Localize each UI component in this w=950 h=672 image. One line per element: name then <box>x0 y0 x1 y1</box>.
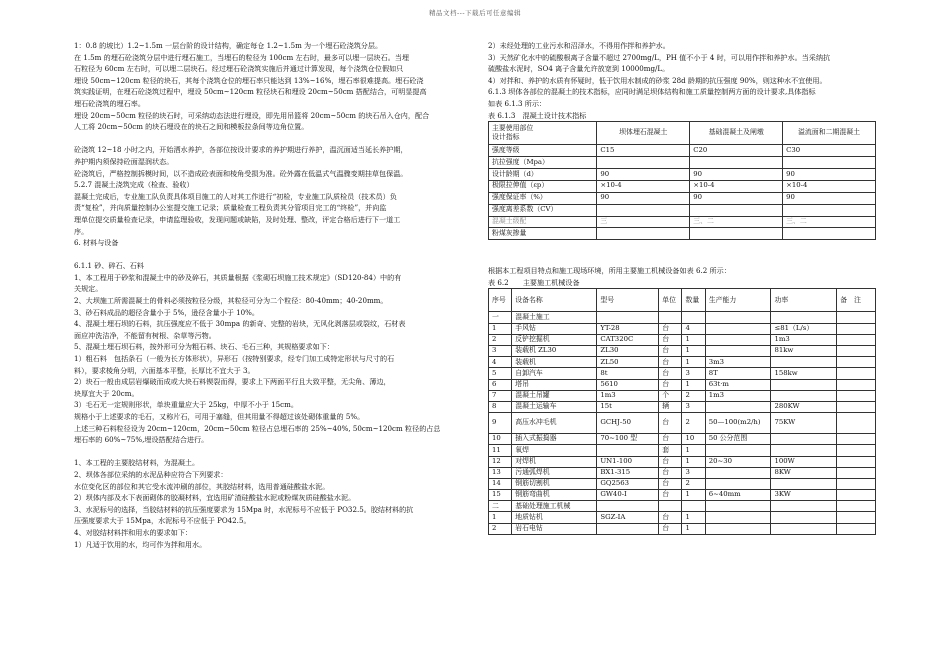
table2-cell <box>705 523 771 534</box>
table2-cell: 台 <box>659 357 682 368</box>
table1-cell: ×10-4 <box>690 180 783 192</box>
table2-cell: 台 <box>659 323 682 334</box>
table1-cell: 强度保证率（%） <box>489 192 597 204</box>
table2-cell <box>837 512 876 523</box>
table1-cell: C20 <box>690 145 783 157</box>
table2-cell <box>705 312 771 323</box>
table1-cell <box>783 204 876 216</box>
table2-row <box>489 467 876 478</box>
table2-cell: 1 <box>682 445 705 456</box>
left-line: 埋石砼浇筑的埋石率。 <box>74 98 145 108</box>
table1-header-cell: 坝体埋石混凝土 <box>597 122 690 145</box>
table2-cell: 1 <box>682 512 705 523</box>
table2-cell: 钢筋弯曲机 <box>512 490 597 501</box>
table2-row <box>489 413 876 434</box>
table2-cell: 岩石电钻 <box>512 523 597 534</box>
table2-cell <box>837 357 876 368</box>
table2-cell: 基础处理施工机械 <box>512 501 597 512</box>
table2-cell: 1 <box>682 346 705 357</box>
table2-cell <box>837 434 876 445</box>
table2-row <box>489 478 876 489</box>
table2-cell: 个 <box>659 390 682 401</box>
table2-cell <box>837 368 876 379</box>
table2-cell: 1 <box>682 357 705 368</box>
table2-cell <box>771 357 837 368</box>
table1-cell <box>783 228 876 240</box>
table2-cell: 3 <box>682 401 705 412</box>
table2-cell: 台 <box>659 478 682 489</box>
table2-cell: 一 <box>489 312 512 323</box>
left-line: 混凝土完成后，专业施工队负责具体项目施工的人对其工作进行“初检，专业施工队质检员（技术员）负 <box>74 191 397 201</box>
table2-cell <box>837 445 876 456</box>
table2-cell: 158kw <box>771 368 837 379</box>
left-line: 筑实践证明，在埋石砼浇筑过程中，埋设 50cm~120cm 粒径块石和埋设 20cm~50cm 搭配结合，可明显提高 <box>74 87 427 97</box>
table2-row <box>489 456 876 467</box>
table2-cell <box>837 346 876 357</box>
table2-cell <box>682 312 705 323</box>
table2-cell <box>771 512 837 523</box>
table2-cell <box>771 478 837 489</box>
table1-cell: ×10-4 <box>783 180 876 192</box>
table2-cell <box>705 334 771 345</box>
table2-cell: SGZ-IA <box>597 512 659 523</box>
table2-header-row <box>489 289 876 312</box>
right-line: 2）未经处理的工业污水和沼泽水，不得用作拌和养护水。 <box>488 41 670 50</box>
left-line: 1）粗石料 包括条石（一般为长方体形状），异形石（按特别要求，经专门加工成特定形状与尺寸的石 <box>74 354 395 364</box>
table2-cell <box>705 467 771 478</box>
table2-cell <box>771 445 837 456</box>
left-line: 块厚宜大于 20cm。 <box>74 388 139 398</box>
table2-cell <box>837 490 876 501</box>
table2-cell <box>682 501 705 512</box>
table1-row <box>489 145 876 157</box>
table2-cell <box>705 346 771 357</box>
table2-cell: GCHJ-50 <box>597 413 659 434</box>
table2-cell: 13 <box>489 467 512 478</box>
table2-cell: 1 <box>682 456 705 467</box>
table2-header-cell: 设备名称 <box>512 289 597 312</box>
table1-cell: ×10-4 <box>597 180 690 192</box>
table2-cell: 15t <box>597 401 659 412</box>
right-line: 如表 6.1.3 所示： <box>488 98 547 108</box>
table2-cell: 装载机 ZL30 <box>512 346 597 357</box>
table1-cell: 抗拉强度（Mpa） <box>489 157 597 169</box>
table2-cell: 手风钻 <box>512 323 597 334</box>
table2-cell: 3KW <box>771 490 837 501</box>
table2-header-cell: 功率 <box>771 289 837 312</box>
table2-cell: YT-28 <box>597 323 659 334</box>
table2-cell <box>837 379 876 390</box>
table2-cell: 2 <box>682 390 705 401</box>
table2-row <box>489 390 876 401</box>
left-line: 1：0.8 的坡比）1.2~1.5m 一层台阶的设计结构，确定每仓 1.2~1.5m 为一个埋石砼浇筑分层。 <box>74 41 383 50</box>
table2-cell: 75KW <box>771 413 837 434</box>
table2-cell: 10 <box>682 434 705 445</box>
left-line: 料），要求棱角分明，六面基本平整，长厚比不宜大于 3。 <box>74 365 255 375</box>
table2-cell <box>771 501 837 512</box>
table1-cell: 设计龄期（d） <box>489 168 597 180</box>
table2-cell: 3m3 <box>705 357 771 368</box>
table2-cell <box>659 501 682 512</box>
table2-cell: 3 <box>682 368 705 379</box>
table1-row <box>489 192 876 204</box>
table1-cell: 三 <box>597 216 690 228</box>
table2-cell: CAT320C <box>597 334 659 345</box>
table2-cell: 1m3 <box>705 390 771 401</box>
table2-cell <box>705 478 771 489</box>
left-line: 4、对胶结材料拌和用水的要求如下： <box>74 527 193 537</box>
table2-cell: UN1-100 <box>597 456 659 467</box>
table2-cell: 8t <box>597 368 659 379</box>
left-line: 6.1.1 砂、碎石、石料 <box>74 261 144 271</box>
left-line: 压强度要求大于 15Mpa，水泥标号不应低于 PO42.5。 <box>74 516 251 526</box>
table2-header-cell: 备 注 <box>837 289 876 312</box>
table2-cell: 1m3 <box>771 334 837 345</box>
table2-cell: 70~100 型 <box>597 434 659 445</box>
table2-cell: 1 <box>682 334 705 345</box>
table2-cell <box>837 323 876 334</box>
table1-cell <box>597 157 690 169</box>
table2-cell: 对焊机 <box>512 456 597 467</box>
table2-cell: GW40-Ⅰ <box>597 490 659 501</box>
table2-cell <box>771 523 837 534</box>
left-line: 3）毛石无一定规则形状，单块重量应大于 25kg，中厚不小于 15cm。 <box>74 400 298 410</box>
table2-cell: 台 <box>659 512 682 523</box>
table2-cell: 混凝土吊罐 <box>512 390 597 401</box>
table2-cell <box>837 467 876 478</box>
left-line: 埋设 50cm~120cm 粒径的块石，其每个浇筑仓位的埋石率只能达到 13%~16%，埋石率很难提高。埋石砼浇 <box>74 75 424 85</box>
table2-cell: 4 <box>682 323 705 334</box>
table1-cell: C30 <box>783 145 876 157</box>
right-line: 3）天然矿化水中的硫酸根离子含量不超过 2700mg/L，PH 值不小于 4 时，可以用作拌和养护水。当采纳抗 <box>488 52 831 62</box>
table1-header-cell: 基础混凝土及闸墩 <box>690 122 783 145</box>
table1-caption: 表 6.1.3 混凝土设计技术指标 <box>488 110 587 120</box>
table2-cell: GQ2563 <box>597 478 659 489</box>
table1-cell: 强度等级 <box>489 145 597 157</box>
table2-cell: 台 <box>659 346 682 357</box>
table2-cell <box>705 512 771 523</box>
table2-cell: 2 <box>682 478 705 489</box>
table2-cell: 反铲挖掘机 <box>512 334 597 345</box>
left-line: 2）坝体内部及水下表面砌体的胶凝材料，宜选用矿渣硅酸盐水泥或粉煤灰质硅酸盐水泥。 <box>74 493 356 503</box>
table2-cell: 4 <box>489 357 512 368</box>
table2-header-cell: 型号 <box>597 289 659 312</box>
left-line: 规格小于上述要求的毛石，又称片石，可用于塞缝，但其用量不得超过该处砌体重量的 5%。 <box>74 412 365 421</box>
table2-cell: 63t·m <box>705 379 771 390</box>
table2-header-cell: 序号 <box>489 289 512 312</box>
left-line: 5.2.7 混凝土浇筑完成（检查、验收） <box>74 180 194 190</box>
left-line: 6. 材料与设备 <box>74 238 119 248</box>
table2-cell <box>771 434 837 445</box>
table1-header-row <box>489 122 876 145</box>
left-line: 水位变化区的部位和其它受水流冲刷的部位，其胶结材料，选用普通硅酸盐水泥。 <box>74 481 330 491</box>
left-line: 养护期内须保持砼面湿润状态。 <box>74 156 174 166</box>
table2-cell: 装载机 <box>512 357 597 368</box>
left-line: 关规定。 <box>74 284 103 294</box>
left-line: 3、砂石料成品的超径含量小于 5%，逊径含量小于 10%。 <box>74 307 260 317</box>
table2-cell: 50 公分范围 <box>705 434 771 445</box>
table2-row <box>489 445 876 456</box>
table1-row <box>489 168 876 180</box>
table2-cell: 台 <box>659 467 682 478</box>
table1-row <box>489 157 876 169</box>
table2-cell: 塔吊 <box>512 379 597 390</box>
left-line: 砼浇筑后，严格控制拆模时间，以不造成砼表面和棱角受损为准。砼外露在低温式气温骤变期挂草包保温。 <box>74 168 408 178</box>
table2-cell: 高压水冲毛机 <box>512 413 597 434</box>
left-line: 在 1.5m 的埋石砼浇筑分层中进行埋石施工，当埋石的粒径为 100cm 左右时，最多可以埋一层块石。当埋 <box>74 52 410 62</box>
left-line: 2）块石一般由成层岩爆破而成或大块石料锲裂而得，要求上下两面平行且大致平整，无尖角、薄边， <box>74 377 391 387</box>
table1-cell: 90 <box>597 168 690 180</box>
table2-cell: 地质钻机 <box>512 512 597 523</box>
left-line: 5、混凝土埋石坝石料，按外形可分为粗石料、块石、毛石三种，其规格要求如下： <box>74 342 334 352</box>
table2-cell <box>597 523 659 534</box>
table2-cell: 插入式振捣器 <box>512 434 597 445</box>
table2-cell: 台 <box>659 334 682 345</box>
table2-row <box>489 490 876 501</box>
table2-cell: 5610 <box>597 379 659 390</box>
table2-row <box>489 346 876 357</box>
table2-cell: 14 <box>489 478 512 489</box>
table2-cell: ZL30 <box>597 346 659 357</box>
table1-cell <box>597 204 690 216</box>
table2-cell: 6 <box>489 379 512 390</box>
table2-cell <box>705 401 771 412</box>
table1-row <box>489 216 876 228</box>
table2-caption: 表 6.2 主要施工机械设备 <box>488 277 580 287</box>
table2-cell <box>837 390 876 401</box>
left-line: 石粒径为 60cm 左右时，可以埋二层块石。经过埋石砼浇筑实施后并通过计算发现，每个浇筑仓位假如只 <box>74 64 404 74</box>
left-line <box>74 446 469 458</box>
left-line: 1、本工程的主要胶结材料，为混凝土。 <box>74 458 200 468</box>
right-top-text <box>488 40 876 110</box>
table2-cell: 9 <box>489 413 512 434</box>
table1-cell: 混凝土级配 <box>489 216 597 228</box>
table2-cell: 2 <box>489 334 512 345</box>
table2-cell <box>837 523 876 534</box>
table2-cell: ZL50 <box>597 357 659 368</box>
left-line: 砼浇筑 12~18 小时之内，开始洒水养护，各部位按设计要求的养护期进行养护，温沉面适当延长养护期， <box>74 145 408 155</box>
table2-cell: 11 <box>489 445 512 456</box>
table2-cell <box>837 312 876 323</box>
table1-cell: 三、二 <box>783 216 876 228</box>
table2-cell: 1 <box>682 523 705 534</box>
table1-cell <box>597 228 690 240</box>
table1-cell <box>690 204 783 216</box>
page-header: 精品文档---下载后可任意编辑 <box>428 9 522 17</box>
table2-cell: 氧焊 <box>512 445 597 456</box>
left-line: 4、混凝土埋石坝的石料，抗压强度应不低于 30mpa 的新奇、完整的岩块，无风化剥落层或裂纹，石材表 <box>74 319 406 329</box>
left-line: 1）凡适于饮用的水，均可作为拌和用水。 <box>74 539 207 549</box>
table2-cell: 辆 <box>659 401 682 412</box>
table2-cell: 5 <box>489 368 512 379</box>
table2-cell <box>597 501 659 512</box>
table2-cell: 20~30 <box>705 456 771 467</box>
table2-cell <box>705 501 771 512</box>
table2-cell: 6~40mm <box>705 490 771 501</box>
table2-cell: 台 <box>659 490 682 501</box>
table2-cell: 1m3 <box>597 390 659 401</box>
table2-cell <box>837 501 876 512</box>
left-line: 3、水泥标号的选择，当胶结材料的抗压强度要求为 15Mpa 时，水泥标号不应低于 PO32.5。胶结材料的抗 <box>74 504 414 514</box>
right-column <box>488 40 876 535</box>
table1-cell: 90 <box>597 192 690 204</box>
table2-cell <box>705 445 771 456</box>
table2-cell: 8 <box>489 401 512 412</box>
table2-row <box>489 512 876 523</box>
table2-cell <box>597 312 659 323</box>
table1-cell: C15 <box>597 145 690 157</box>
table2-cell: 2 <box>489 523 512 534</box>
table2-cell: 1 <box>489 323 512 334</box>
table2-row <box>489 368 876 379</box>
table2-cell: 8T <box>705 368 771 379</box>
table2-cell: 1 <box>682 379 705 390</box>
table2-cell: 台 <box>659 379 682 390</box>
table2-cell: 污通弧焊机 <box>512 467 597 478</box>
left-column <box>74 40 469 550</box>
left-line: 2、大坝施工所需混凝土的骨料必须按粒径分级，其粒径可分为二个粒径：80-40mm；40-20mm。 <box>74 296 388 306</box>
table2-row <box>489 501 876 512</box>
table2-cell: 套 <box>659 445 682 456</box>
table2-cell: 50—100(m2/h) <box>705 413 771 434</box>
table2-cell <box>771 312 837 323</box>
table2-row <box>489 334 876 345</box>
table2-cell: 12 <box>489 456 512 467</box>
table2-cell <box>837 413 876 434</box>
right-line: 6.1.3 坝体各部位的混凝土的技术指标，应同时满足坝体结构和施工质量控制两方面的设计要求,具体指标 <box>488 87 816 97</box>
table2-cell: 3 <box>682 467 705 478</box>
table1-cell <box>690 157 783 169</box>
table1-cell: 三、二 <box>690 216 783 228</box>
table1-cell <box>690 228 783 240</box>
table1-cell: 90 <box>783 168 876 180</box>
table2-cell <box>837 456 876 467</box>
left-line: 人工将 20cm~50cm 的块石埋设在的块石之间和模板拉条间等边角位置。 <box>74 122 309 132</box>
left-line: 埋石率的 60%~75%,埋设搭配结合进行。 <box>74 435 209 445</box>
table1-cell: 90 <box>783 192 876 204</box>
table2-row <box>489 434 876 445</box>
table2-cell: 台 <box>659 368 682 379</box>
left-line <box>74 133 469 145</box>
table2-cell: 混凝土运输车 <box>512 401 597 412</box>
table2-cell: 10 <box>489 434 512 445</box>
right-line: 硫酸盐水泥时，SO4 离子含量允许放宽到 10000mg/L。 <box>488 64 670 74</box>
table1-cell: 强度离差系数（CV） <box>489 204 597 216</box>
equipment-intro: 根据本工程项目特点和施工现场环境，所用主要施工机械设备如表 6.2 所示： <box>488 266 731 276</box>
table2-cell: 混凝土施工 <box>512 312 597 323</box>
table2-cell: ≤81（L/s） <box>771 323 837 334</box>
table2-cell <box>771 379 837 390</box>
table2-header-cell: 单位 <box>659 289 682 312</box>
table2-cell <box>837 401 876 412</box>
equipment-table <box>488 288 876 534</box>
table2-row <box>489 312 876 323</box>
table2-cell <box>659 312 682 323</box>
table2-cell <box>837 478 876 489</box>
left-line: 埋设 20cm~50cm 粒径的块石时，可采纳动态法进行埋设，即先用吊篮将 20cm~50cm 的块石吊入仓内，配合 <box>74 110 430 120</box>
table2-cell: 8KW <box>771 467 837 478</box>
left-line: 2、坝体各部位采纳的水泥品种应符合下列要求： <box>74 469 228 479</box>
table2-cell: BX1-315 <box>597 467 659 478</box>
table2-cell: 钢筋切割机 <box>512 478 597 489</box>
table1-cell: 粉煤灰掺量 <box>489 228 597 240</box>
table1-header-cell: 溢流面和二期混凝土 <box>783 122 876 145</box>
table2-cell: 280KW <box>771 401 837 412</box>
table2-cell: 1 <box>489 512 512 523</box>
table2-header-cell: 数量 <box>682 289 705 312</box>
table2-cell: 1 <box>682 490 705 501</box>
left-line: 面应冲洗洁净，不能留有树根、杂草等污物。 <box>74 330 216 340</box>
left-line: 理单位提交质量检查记录，申请监理验收，发现问题或缺陷，及时处理、整改，评定合格后进行下一道工 <box>74 214 401 224</box>
table2-cell: 81kw <box>771 346 837 357</box>
table2-row <box>489 523 876 534</box>
table2-row <box>489 401 876 412</box>
left-line: 责“复检”，并向质量控制办公室提交施工记录；质量检查工程负责其分管项目完工的“终检”，并向监 <box>74 203 387 213</box>
right-line: 4）对拌和、养护的水质有怀疑时，低于饮用水制成的砂浆 28d 龄期的抗压强度 90%，则这种水不宜使用。 <box>488 75 827 85</box>
table2-cell: 台 <box>659 523 682 534</box>
table1-row <box>489 204 876 216</box>
table2-cell: 二 <box>489 501 512 512</box>
table2-cell <box>597 445 659 456</box>
table1-cell: 90 <box>690 168 783 180</box>
left-line: 1、本工程用于砂浆和混凝土中的砂及碎石，其质量根据《浆砌石坝施工技术规定》（SD120-84）中的有 <box>74 272 402 282</box>
table1-cell: 极限拉伸值（εp） <box>489 180 597 192</box>
table2-row <box>489 379 876 390</box>
table2-cell: 台 <box>659 413 682 434</box>
left-line: 序。 <box>74 226 89 236</box>
table2-header-cell: 生产能力 <box>705 289 771 312</box>
table1-row <box>489 228 876 240</box>
table2-cell: 自卸汽车 <box>512 368 597 379</box>
concrete-spec-table <box>488 121 876 240</box>
table2-row <box>489 323 876 334</box>
table2-cell <box>837 334 876 345</box>
table2-cell: 台 <box>659 434 682 445</box>
table1-row <box>489 180 876 192</box>
table2-cell: 3 <box>489 346 512 357</box>
table2-cell <box>705 323 771 334</box>
left-line <box>74 249 469 261</box>
table2-cell: 7 <box>489 390 512 401</box>
table2-cell <box>771 390 837 401</box>
table1-cell <box>783 157 876 169</box>
table1-header-cell: 主要使用部位 设计指标 <box>489 122 597 145</box>
table2-cell: 15 <box>489 490 512 501</box>
table2-cell: 台 <box>659 456 682 467</box>
table2-row <box>489 357 876 368</box>
table1-cell: 90 <box>690 192 783 204</box>
left-line: 上述三种石料粒径设为 20cm~120cm，20cm~50cm 粒径占总埋石率的 25%~40%, 50cm~120cm 粒径的占总 <box>74 423 441 433</box>
table2-cell: 100W <box>771 456 837 467</box>
table2-cell: 2 <box>682 413 705 434</box>
